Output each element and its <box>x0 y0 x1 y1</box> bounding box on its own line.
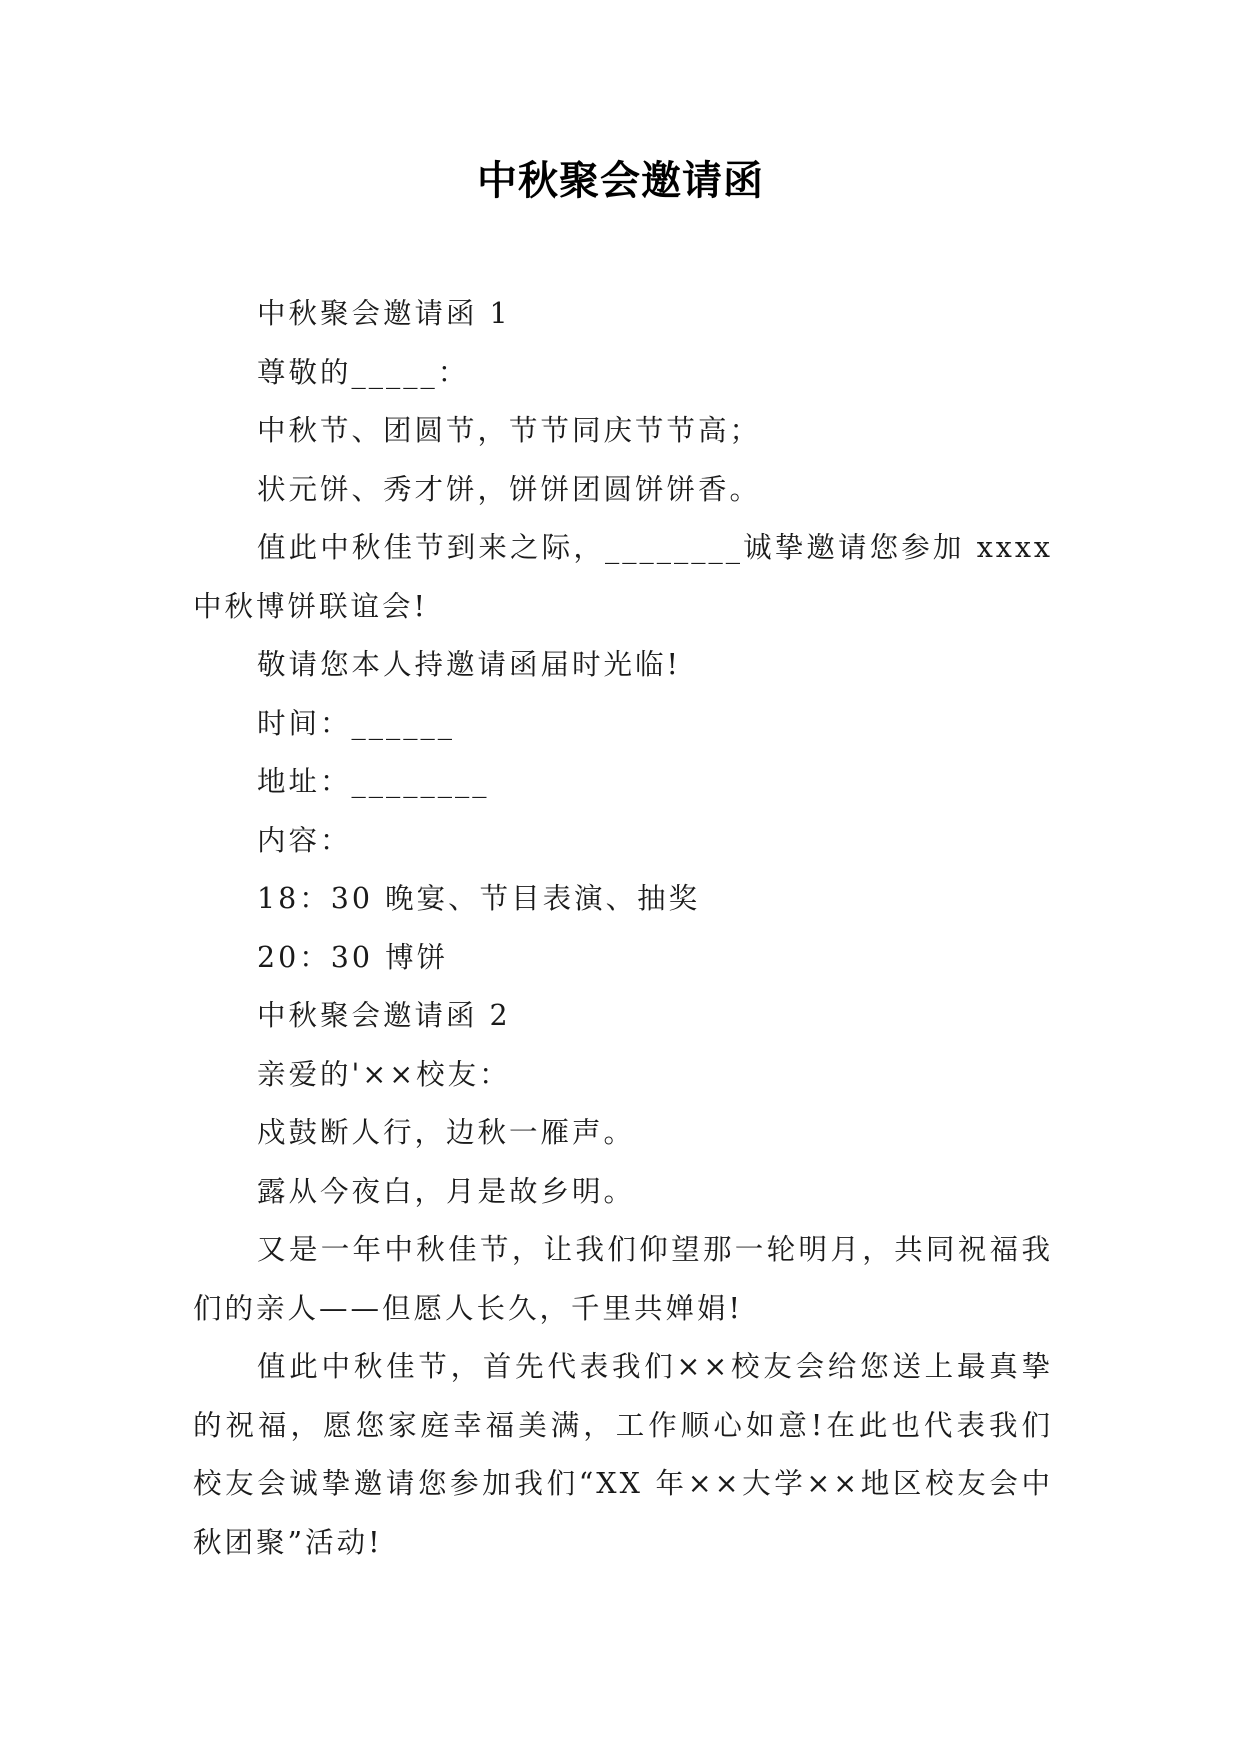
invitation-paragraph: 值此中秋佳节，首先代表我们××校友会给您送上最真挚的祝福，愿您家庭幸福美满，工作顺心如意!在此也代表我们校友会诚挚邀请您参加我们“XX 年××大学××地区校友会中秋团聚”活动! <box>193 1350 1053 1559</box>
content-label: 内容： <box>257 823 352 857</box>
document-title: 中秋聚会邀请函 <box>477 157 764 204</box>
time-field: 时间：______ <box>257 706 456 740</box>
schedule-item: 20：30 博饼 <box>257 940 449 974</box>
salutation: 尊敬的_____： <box>257 355 470 389</box>
address-field: 地址：________ <box>257 765 490 798</box>
verse-line: 中秋节、团圆节，节节同庆节节高； <box>257 414 762 447</box>
invitation-paragraph: 值此中秋佳节到来之际，________诚挚邀请您参加 xxxx 中秋博饼联谊会! <box>193 531 1053 623</box>
schedule-item: 18：30 晚宴、节目表演、抽奖 <box>257 882 701 915</box>
greeting-paragraph: 又是一年中秋佳节，让我们仰望那一轮明月，共同祝福我们的亲人——但愿人长久，千里共婵娟! <box>193 1233 1053 1325</box>
attendance-note: 敬请您本人持邀请函届时光临! <box>257 648 681 681</box>
verse-line: 状元饼、秀才饼，饼饼团圆饼饼香。 <box>257 472 762 506</box>
document-body <box>193 285 1053 1572</box>
section-heading-1: 中秋聚会邀请函 1 <box>257 297 511 330</box>
verse-line: 戍鼓断人行，边秋一雁声。 <box>257 1116 636 1149</box>
verse-line: 露从今夜白，月是故乡明。 <box>257 1174 636 1208</box>
section-heading-2: 中秋聚会邀请函 2 <box>257 999 511 1032</box>
salutation: 亲爱的'××校友： <box>257 1057 511 1091</box>
